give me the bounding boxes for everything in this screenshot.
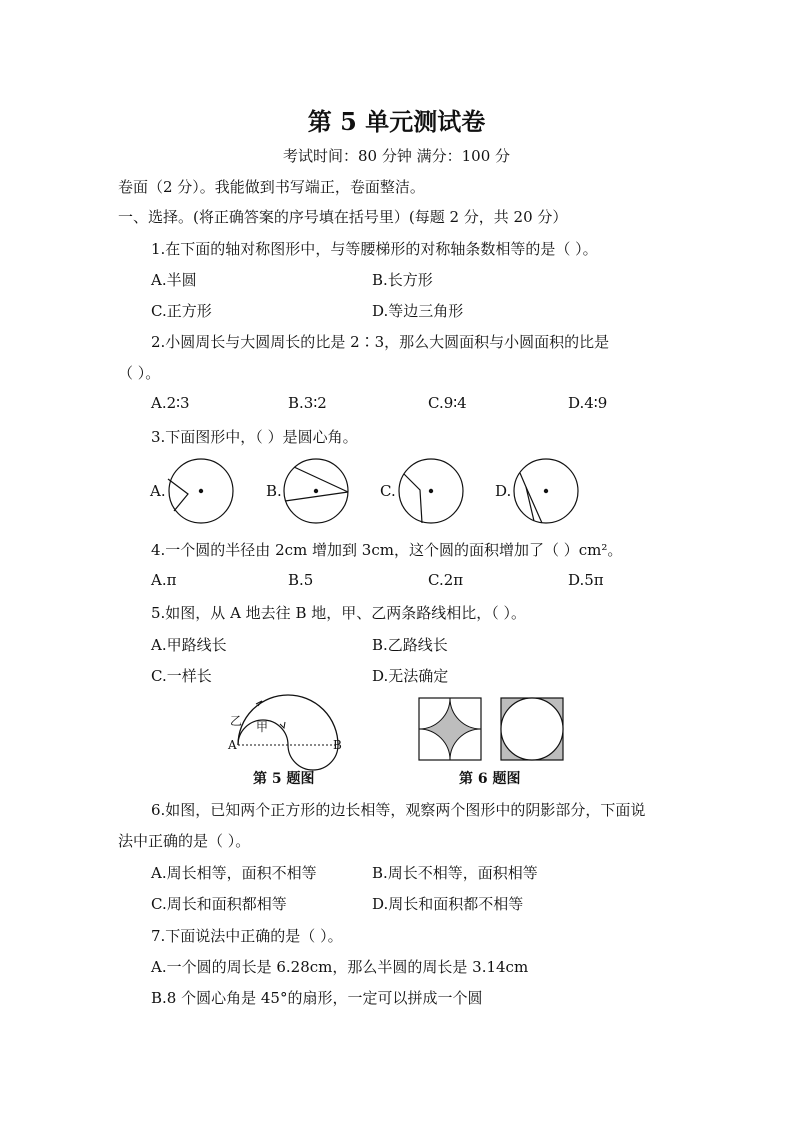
q1-option-c: C.正方形 [151,302,212,320]
q1-option-b: B.长方形 [372,271,433,289]
question-1-stem: 1.在下面的轴对称图形中，与等腰梯形的对称轴条数相等的是（ ）。 [151,240,598,258]
q3-label-a: A. [150,482,166,500]
q2-option-b: B.3∶2 [288,394,327,412]
q4-option-a: A.π [151,571,177,589]
q2-option-c: C.9∶4 [428,394,467,412]
q6-option-b: B.周长不相等，面积相等 [372,864,538,882]
q4-option-c: C.2π [428,571,464,589]
question-6-stem-line1: 6.如图，已知两个正方形的边长相等，观察两个图形中的阴影部分，下面说 [151,801,646,819]
question-3-stem: 3.下面图形中，（ ）是圆心角。 [151,428,358,446]
exam-info: 考试时间：80 分钟 满分：100 分 [282,147,511,165]
q3-figure-a [166,457,236,527]
question-2-stem-line2: （ ）。 [118,364,161,382]
page-title: 第 5 单元测试卷 [307,107,486,136]
q6-option-c: C.周长和面积都相等 [151,895,287,913]
q1-option-a: A.半圆 [151,271,197,289]
q6-option-d: D.周长和面积都不相等 [372,895,524,913]
q3-label-b: B. [266,482,282,500]
figure-5-caption: 第 5 题图 [253,771,315,787]
q2-option-a: A.2∶3 [151,394,190,412]
figure-6-square-right [500,697,566,763]
point-label-a: A [228,738,237,752]
neatness-note: 卷面（2 分）。我能做到书写端正，卷面整洁。 [118,178,425,196]
q7-option-b: B.8 个圆心角是 45°的扇形，一定可以拼成一个圆 [151,989,483,1007]
q1-option-d: D.等边三角形 [372,302,464,320]
route-label-yi: 乙 [230,714,243,728]
section-heading: 一、选择。(将正确答案的序号填在括号里）(每题 2 分，共 20 分） [118,208,568,226]
question-2-stem-line1: 2.小圆周长与大圆周长的比是 2∶3，那么大圆面积与小圆面积的比是 [151,333,610,351]
q5-option-d: D.无法确定 [372,667,449,685]
q4-option-b: B.5 [288,571,314,589]
question-7-stem: 7.下面说法中正确的是（ ）。 [151,927,343,945]
point-label-b: B [333,738,342,752]
q5-option-c: C.一样长 [151,667,212,685]
figure-6-caption: 第 6 题图 [459,771,521,787]
q3-figure-c [397,457,467,527]
question-5-stem: 5.如图，从 A 地去往 B 地，甲、乙两条路线相比，（ ）。 [151,604,527,622]
q2-option-d: D.4∶9 [568,394,608,412]
q3-figure-b [282,457,352,527]
q6-option-a: A.周长相等，面积不相等 [151,864,317,882]
question-4-stem: 4.一个圆的半径由 2cm 增加到 3cm，这个圆的面积增加了（ ）cm²。 [151,541,623,559]
q3-figure-d [512,457,582,527]
q3-label-d: D. [495,482,512,500]
q5-option-b: B.乙路线长 [372,636,448,654]
q4-option-d: D.5π [568,571,604,589]
q5-option-a: A.甲路线长 [151,636,227,654]
q7-option-a: A.一个圆的周长是 6.28cm，那么半圆的周长是 3.14cm [151,958,529,976]
figure-6-square-left [418,697,484,763]
question-6-stem-line2: 法中正确的是（ ）。 [118,832,251,850]
figure-5-routes [228,692,348,752]
q3-label-c: C. [380,482,396,500]
route-label-jia: 甲 [256,720,269,734]
